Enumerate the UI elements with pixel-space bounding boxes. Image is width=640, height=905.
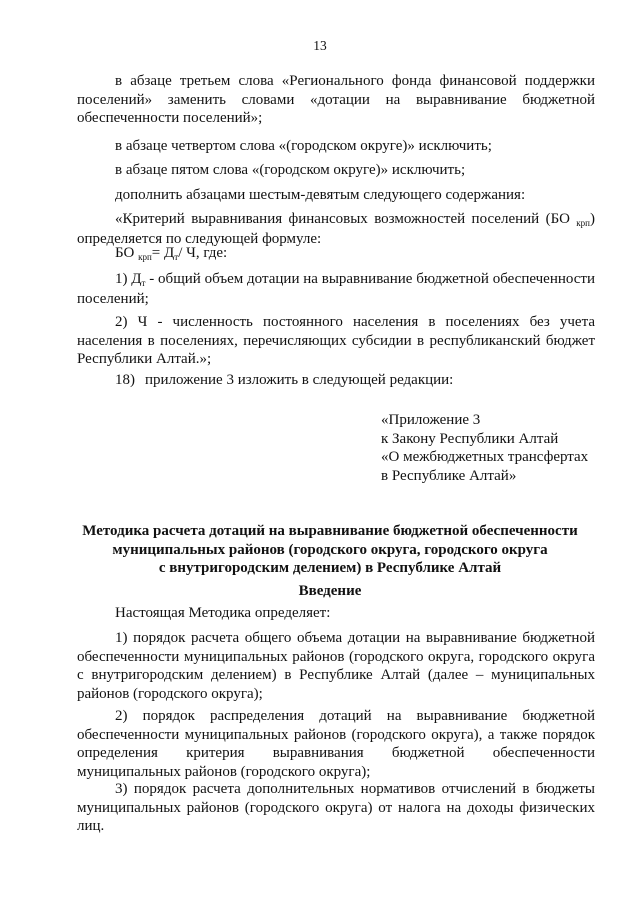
definition-2: 2) Ч - численность постоянного населения в поселениях без учета населения в поселениях, перечисляющих субсидии в республиканский бюджет Республики Алтай.»; [77, 314, 595, 368]
criterion-text-b: ) определяется по следующей формуле: [77, 211, 595, 247]
formula-text-b: = Д [151, 245, 175, 261]
title-line-1: Методика расчета дотаций на выравнивание бюджетной обеспеченности [82, 523, 578, 539]
paragraph-criterion [77, 210, 595, 248]
body-paragraph-1: Настоящая Методика определяет: [115, 605, 331, 621]
formula-subscript-1: крп [138, 252, 152, 262]
appendix-line-2: к Закону Республики Алтай [381, 430, 559, 447]
criterion-subscript: крп [576, 218, 590, 228]
title-line-3: с внутригородским делением) в Республике Алтай [158, 560, 502, 577]
formula-text-c: / Ч, где: [178, 245, 228, 261]
item-18-number: 18) [115, 372, 135, 388]
body-paragraph-2: 1) порядок расчета общего объема дотации на выравнивание бюджетной обеспеченности муниципальных районов (городского округа, городского округа с внутригородским делением) в Республике Алтай (далее – муниципальных районов (городского округа); [77, 630, 595, 702]
criterion-text-a: «Критерий выравнивания финансовых возможностей поселений (БО [115, 211, 577, 227]
appendix-heading [381, 411, 621, 485]
paragraph-3: в абзаце пятом слова «(городском округе)» исключить; [115, 162, 466, 178]
section-heading-introduction: Введение [298, 583, 362, 599]
body-paragraph-3: 2) порядок распределения дотаций на выравнивание бюджетной обеспеченности муниципальных районов (городского округа), а также порядок определения критерия выравнивания бюджетной обеспеченности муниципальных районов (городского округа); [77, 708, 595, 780]
definition-1 [77, 270, 595, 308]
formula-text-a: БО [115, 245, 139, 261]
title-line-2: муниципальных районов (городского округа, городского округа [112, 541, 548, 558]
definition-1-text-b: - общий объем дотации на выравнивание бюджетной обеспеченности поселений; [77, 271, 595, 307]
appendix-line-3: «О межбюджетных трансфертах [381, 449, 589, 466]
item-18 [77, 371, 595, 390]
definition-1-subscript: т [141, 278, 146, 288]
paragraph-4: дополнить абзацами шестым-девятым следующего содержания: [115, 187, 526, 203]
appendix-line-1: «Приложение 3 [381, 412, 481, 428]
body-paragraph-4: 3) порядок расчета дополнительных нормативов отчислений в бюджеты муниципальных районов (городского округа) от налога на доходы физических лиц. [77, 781, 595, 835]
item-18-text: приложение 3 изложить в следующей редакции: [145, 372, 454, 388]
definition-1-text-a: 1) Д [115, 271, 142, 287]
paragraph-1: в абзаце третьем слова «Регионального фонда финансовой поддержки поселений» заменить словами «дотации на выравнивание бюджетной обеспеченности поселений»; [77, 73, 595, 127]
page-number: 13 [313, 38, 327, 53]
paragraph-2: в абзаце четвертом слова «(городском округе)» исключить; [115, 138, 492, 154]
formula-subscript-2: т [174, 252, 179, 262]
formula-line [77, 244, 595, 264]
methodology-title [60, 522, 600, 578]
appendix-line-4: в Республике Алтай» [381, 467, 517, 484]
